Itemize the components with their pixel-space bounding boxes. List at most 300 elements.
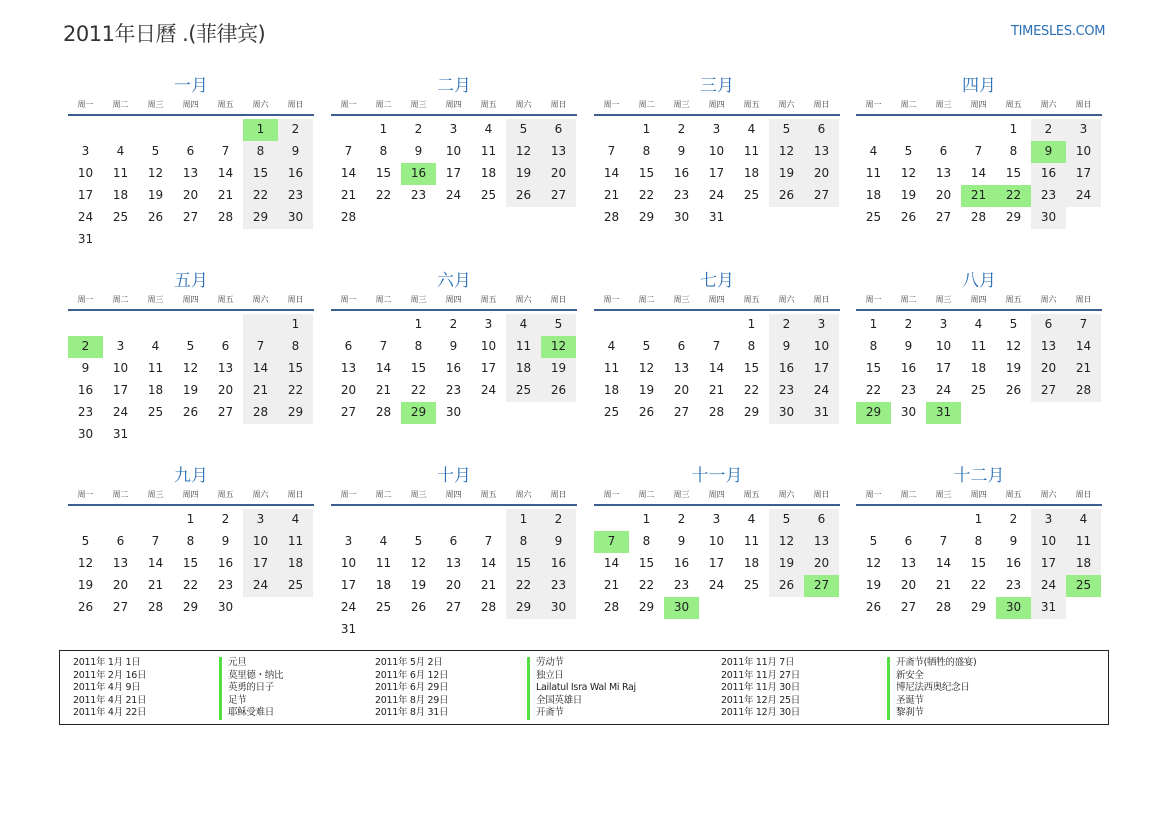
weekday-label: 周五: [217, 100, 234, 109]
weekday-header: [856, 488, 1102, 502]
weekday-header: [594, 293, 840, 307]
empty-cell: [856, 119, 891, 141]
day-cell: 17: [708, 166, 725, 180]
weekday-label: 周日: [813, 295, 830, 304]
weekday-label: 周二: [900, 295, 917, 304]
day-cell: 22: [375, 188, 392, 202]
day-cell: 25: [970, 383, 987, 397]
empty-cell: [103, 119, 138, 141]
day-cell: 11: [147, 361, 164, 375]
day-cell: 29: [638, 600, 655, 614]
day-cell: 4: [974, 317, 983, 331]
weekday-label: 周六: [252, 100, 269, 109]
day-cell: 11: [970, 339, 987, 353]
day-cell: 29: [182, 600, 199, 614]
day-cell: 16: [445, 361, 462, 375]
weekday-label: 周六: [778, 100, 795, 109]
day-cell: 24: [112, 405, 129, 419]
day-cell: 14: [243, 358, 278, 380]
day-cell: 2: [68, 336, 103, 358]
day-cell: 1: [974, 512, 983, 526]
day-cell: 9: [677, 534, 686, 548]
day-cell: 27: [1031, 380, 1066, 402]
day-cell: 16: [217, 556, 234, 570]
day-cell: 10: [804, 336, 839, 358]
empty-cell: [891, 119, 926, 141]
day-cell: 14: [603, 556, 620, 570]
day-cell: 15: [638, 556, 655, 570]
day-cell: 9: [1009, 534, 1018, 548]
day-cell: 28: [603, 600, 620, 614]
weekday-label: 周四: [445, 295, 462, 304]
day-cell: 24: [935, 383, 952, 397]
day-cell: 25: [506, 380, 541, 402]
day-cell: 26: [541, 380, 576, 402]
day-cell: 25: [1066, 575, 1101, 597]
day-cell: 14: [603, 166, 620, 180]
weekday-label: 周五: [743, 100, 760, 109]
month-divider: [594, 309, 840, 311]
day-cell: 6: [344, 339, 353, 353]
day-cell: 12: [769, 141, 804, 163]
day-cell: 21: [217, 188, 234, 202]
empty-cell: [173, 229, 208, 251]
day-cell: 22: [638, 578, 655, 592]
holiday-date: 2011年 12月 25日: [721, 694, 800, 706]
day-cell: 9: [769, 336, 804, 358]
holiday-date: 2011年 11月 7日: [721, 657, 795, 668]
day-cell: 21: [961, 185, 996, 207]
empty-cell: [594, 314, 629, 336]
day-cell: 6: [939, 144, 948, 158]
day-cell: 9: [1031, 141, 1066, 163]
month-name: 九月: [174, 466, 208, 486]
day-cell: 30: [1031, 207, 1066, 229]
day-cell: 18: [865, 188, 882, 202]
month-calendar: [68, 270, 314, 446]
weekday-label: 周四: [708, 100, 725, 109]
day-cell: 31: [708, 210, 725, 224]
day-cell: 1: [379, 122, 388, 136]
month-name: 四月: [962, 76, 996, 96]
day-cell: 8: [1009, 144, 1018, 158]
weekday-label: 周五: [217, 490, 234, 499]
day-cell: 10: [708, 144, 725, 158]
day-cell: 3: [449, 122, 458, 136]
day-cell: 6: [904, 534, 913, 548]
day-cell: 19: [77, 578, 94, 592]
holiday-name: 足节: [228, 694, 247, 706]
day-cell: 4: [151, 339, 160, 353]
empty-cell: [1066, 402, 1101, 424]
day-cell: 16: [1031, 163, 1066, 185]
month-name: 十二月: [953, 466, 1005, 486]
day-cell: 8: [869, 339, 878, 353]
day-cell: 29: [401, 402, 436, 424]
day-cell: 27: [182, 210, 199, 224]
weekday-label: 周四: [970, 490, 987, 499]
day-cell: 9: [677, 144, 686, 158]
day-cell: 25: [480, 188, 497, 202]
day-cell: 13: [445, 556, 462, 570]
day-cell: 4: [278, 509, 313, 531]
day-cell: 8: [974, 534, 983, 548]
day-cell: 11: [603, 361, 620, 375]
day-cell: 26: [77, 600, 94, 614]
empty-cell: [541, 619, 576, 641]
day-cell: 21: [375, 383, 392, 397]
weekday-label: 周二: [638, 100, 655, 109]
day-cell: 18: [375, 578, 392, 592]
day-cell: 23: [541, 575, 576, 597]
day-cell: 18: [603, 383, 620, 397]
day-cell: 10: [77, 166, 94, 180]
day-cell: 14: [147, 556, 164, 570]
weekday-label: 周六: [778, 490, 795, 499]
day-cell: 12: [506, 141, 541, 163]
holiday-dates-col-2: [375, 657, 448, 720]
month-calendar: [856, 270, 1102, 424]
day-cell: 5: [151, 144, 160, 158]
day-grid: [68, 119, 314, 251]
weekday-label: 周二: [638, 490, 655, 499]
holiday-date: 2011年 5月 2日: [375, 657, 443, 668]
day-cell: 9: [221, 534, 230, 548]
day-cell: 11: [506, 336, 541, 358]
day-cell: 27: [340, 405, 357, 419]
day-cell: 27: [804, 185, 839, 207]
empty-cell: [1066, 597, 1101, 619]
day-cell: 30: [664, 597, 699, 619]
day-cell: 6: [804, 119, 839, 141]
day-cell: 23: [769, 380, 804, 402]
day-cell: 6: [116, 534, 125, 548]
day-cell: 14: [480, 556, 497, 570]
day-cell: 26: [769, 575, 804, 597]
day-cell: 5: [769, 509, 804, 531]
day-cell: 17: [935, 361, 952, 375]
day-cell: 17: [1066, 163, 1101, 185]
day-cell: 1: [642, 122, 651, 136]
empty-cell: [103, 229, 138, 251]
holiday-name: 博尼法西奥纪念日: [896, 682, 970, 694]
day-cell: 20: [935, 188, 952, 202]
day-cell: 5: [186, 339, 195, 353]
weekday-header: [68, 293, 314, 307]
day-cell: 18: [278, 553, 313, 575]
day-cell: 11: [743, 534, 760, 548]
day-cell: 31: [804, 402, 839, 424]
day-cell: 13: [340, 361, 357, 375]
weekday-header: [594, 98, 840, 112]
empty-cell: [769, 597, 804, 619]
day-cell: 7: [712, 339, 721, 353]
day-cell: 14: [375, 361, 392, 375]
holiday-date: 2011年 8月 31日: [375, 707, 449, 719]
weekday-label: 周一: [603, 100, 620, 109]
empty-cell: [594, 509, 629, 531]
weekday-label: 周三: [410, 100, 427, 109]
day-cell: 22: [865, 383, 882, 397]
day-cell: 21: [243, 380, 278, 402]
weekday-header: [856, 98, 1102, 112]
day-cell: 19: [1005, 361, 1022, 375]
day-cell: 26: [769, 185, 804, 207]
day-cell: 20: [182, 188, 199, 202]
day-cell: 6: [541, 119, 576, 141]
day-cell: 22: [743, 383, 760, 397]
day-cell: 23: [217, 578, 234, 592]
day-cell: 14: [340, 166, 357, 180]
day-cell: 2: [677, 512, 686, 526]
empty-cell: [243, 424, 278, 446]
day-cell: 21: [603, 578, 620, 592]
day-cell: 14: [708, 361, 725, 375]
day-cell: 9: [904, 339, 913, 353]
day-cell: 16: [673, 556, 690, 570]
day-cell: 31: [1031, 597, 1066, 619]
day-cell: 5: [81, 534, 90, 548]
day-cell: 17: [243, 553, 278, 575]
day-cell: 28: [375, 405, 392, 419]
day-cell: 3: [939, 317, 948, 331]
empty-cell: [331, 509, 366, 531]
day-cell: 21: [708, 383, 725, 397]
day-cell: 5: [904, 144, 913, 158]
month-divider: [68, 309, 314, 311]
day-cell: 27: [935, 210, 952, 224]
day-cell: 9: [81, 361, 90, 375]
day-cell: 23: [278, 185, 313, 207]
month-calendar: [856, 75, 1102, 229]
day-cell: 30: [900, 405, 917, 419]
month-divider: [331, 114, 577, 116]
day-cell: 3: [804, 314, 839, 336]
empty-cell: [506, 619, 541, 641]
weekday-label: 周二: [900, 100, 917, 109]
day-cell: 17: [804, 358, 839, 380]
month-calendar: [594, 270, 840, 424]
day-cell: 2: [449, 317, 458, 331]
weekday-label: 周三: [935, 490, 952, 499]
day-cell: 15: [1005, 166, 1022, 180]
day-cell: 27: [217, 405, 234, 419]
empty-cell: [401, 619, 436, 641]
weekday-label: 周六: [252, 295, 269, 304]
day-cell: 24: [445, 188, 462, 202]
day-cell: 12: [147, 166, 164, 180]
day-cell: 7: [484, 534, 493, 548]
day-cell: 30: [445, 405, 462, 419]
day-grid: [331, 314, 577, 424]
month-divider: [856, 114, 1102, 116]
weekday-label: 周六: [1040, 490, 1057, 499]
day-cell: 5: [769, 119, 804, 141]
weekday-label: 周二: [112, 100, 129, 109]
empty-cell: [331, 314, 366, 336]
month-name: 二月: [437, 76, 471, 96]
day-cell: 13: [935, 166, 952, 180]
day-cell: 15: [970, 556, 987, 570]
day-cell: 22: [996, 185, 1031, 207]
day-cell: 25: [743, 578, 760, 592]
holiday-date: 2011年 11月 30日: [721, 682, 800, 694]
holiday-name: Lailatul Isra Wal Mi Raj: [536, 682, 636, 694]
day-cell: 26: [1005, 383, 1022, 397]
weekday-label: 周日: [813, 490, 830, 499]
day-cell: 22: [278, 380, 313, 402]
empty-cell: [366, 314, 401, 336]
weekday-label: 周四: [445, 490, 462, 499]
empty-cell: [138, 119, 173, 141]
day-cell: 30: [217, 600, 234, 614]
day-cell: 21: [603, 188, 620, 202]
day-cell: 4: [747, 512, 756, 526]
day-cell: 14: [970, 166, 987, 180]
holiday-list: [59, 650, 1109, 725]
day-cell: 6: [186, 144, 195, 158]
day-cell: 19: [769, 163, 804, 185]
day-cell: 2: [1031, 119, 1066, 141]
weekday-label: 周六: [778, 295, 795, 304]
day-grid: [331, 119, 577, 229]
month-name: 七月: [700, 271, 734, 291]
day-cell: 12: [410, 556, 427, 570]
day-cell: 30: [278, 207, 313, 229]
holiday-date: 2011年 4月 22日: [73, 707, 147, 719]
weekday-label: 周三: [147, 295, 164, 304]
day-cell: 2: [541, 509, 576, 531]
day-cell: 24: [708, 578, 725, 592]
empty-cell: [138, 424, 173, 446]
day-cell: 10: [340, 556, 357, 570]
empty-cell: [401, 207, 436, 229]
day-cell: 27: [445, 600, 462, 614]
day-cell: 29: [1005, 210, 1022, 224]
empty-cell: [804, 207, 839, 229]
day-cell: 12: [900, 166, 917, 180]
day-cell: 19: [182, 383, 199, 397]
day-cell: 28: [340, 210, 357, 224]
day-cell: 5: [642, 339, 651, 353]
weekday-label: 周一: [865, 295, 882, 304]
empty-cell: [366, 207, 401, 229]
day-cell: 18: [506, 358, 541, 380]
weekday-label: 周一: [603, 490, 620, 499]
empty-cell: [594, 119, 629, 141]
day-cell: 22: [970, 578, 987, 592]
day-cell: 5: [541, 314, 576, 336]
empty-cell: [506, 402, 541, 424]
empty-cell: [103, 509, 138, 531]
weekday-label: 周三: [147, 100, 164, 109]
day-cell: 23: [1031, 185, 1066, 207]
weekday-label: 周日: [1075, 490, 1092, 499]
day-cell: 3: [344, 534, 353, 548]
weekday-label: 周一: [77, 100, 94, 109]
empty-cell: [961, 402, 996, 424]
day-cell: 11: [375, 556, 392, 570]
day-cell: 28: [480, 600, 497, 614]
weekday-label: 周日: [813, 100, 830, 109]
weekday-label: 周三: [410, 490, 427, 499]
day-cell: 7: [974, 144, 983, 158]
day-cell: 21: [147, 578, 164, 592]
day-cell: 15: [638, 166, 655, 180]
day-cell: 23: [1005, 578, 1022, 592]
day-cell: 7: [151, 534, 160, 548]
empty-cell: [173, 314, 208, 336]
day-cell: 25: [375, 600, 392, 614]
holiday-date: 2011年 8月 29日: [375, 694, 449, 706]
day-cell: 1: [642, 512, 651, 526]
empty-cell: [436, 509, 471, 531]
empty-cell: [68, 509, 103, 531]
day-cell: 31: [112, 427, 129, 441]
day-cell: 2: [278, 119, 313, 141]
weekday-header: [331, 98, 577, 112]
day-cell: 19: [410, 578, 427, 592]
empty-cell: [278, 229, 313, 251]
day-cell: 2: [221, 512, 230, 526]
weekday-label: 周二: [375, 295, 392, 304]
day-cell: 14: [217, 166, 234, 180]
day-cell: 28: [1066, 380, 1101, 402]
day-cell: 11: [278, 531, 313, 553]
day-cell: 30: [996, 597, 1031, 619]
day-grid: [68, 314, 314, 446]
empty-cell: [366, 509, 401, 531]
day-cell: 10: [1066, 141, 1101, 163]
day-cell: 18: [970, 361, 987, 375]
day-cell: 20: [541, 163, 576, 185]
day-cell: 8: [747, 339, 756, 353]
holiday-date: 2011年 6月 29日: [375, 682, 449, 694]
day-cell: 1: [1009, 122, 1018, 136]
holiday-name: 耶稣受难日: [228, 707, 275, 719]
month-name: 一月: [174, 76, 208, 96]
day-cell: 7: [379, 339, 388, 353]
site-link[interactable]: TIMESLES.COM: [1011, 24, 1106, 39]
day-cell: 4: [116, 144, 125, 158]
holiday-date: 2011年 11月 27日: [721, 669, 800, 681]
holiday-name: 全国英雄日: [536, 694, 583, 706]
day-cell: 20: [1031, 358, 1066, 380]
weekday-label: 周四: [182, 490, 199, 499]
day-cell: 23: [673, 578, 690, 592]
day-cell: 10: [935, 339, 952, 353]
weekday-label: 周五: [480, 295, 497, 304]
day-cell: 18: [1066, 553, 1101, 575]
day-cell: 18: [112, 188, 129, 202]
day-cell: 4: [484, 122, 493, 136]
month-calendar: [594, 465, 840, 619]
empty-cell: [243, 597, 278, 619]
weekday-label: 周六: [252, 490, 269, 499]
empty-cell: [629, 314, 664, 336]
empty-cell: [208, 119, 243, 141]
holiday-name: 莫里德・纳比: [228, 669, 284, 681]
day-cell: 11: [480, 144, 497, 158]
weekday-label: 周一: [603, 295, 620, 304]
day-cell: 3: [712, 122, 721, 136]
day-cell: 27: [112, 600, 129, 614]
day-cell: 7: [243, 336, 278, 358]
empty-cell: [926, 509, 961, 531]
day-cell: 4: [747, 122, 756, 136]
empty-cell: [506, 207, 541, 229]
empty-cell: [68, 119, 103, 141]
